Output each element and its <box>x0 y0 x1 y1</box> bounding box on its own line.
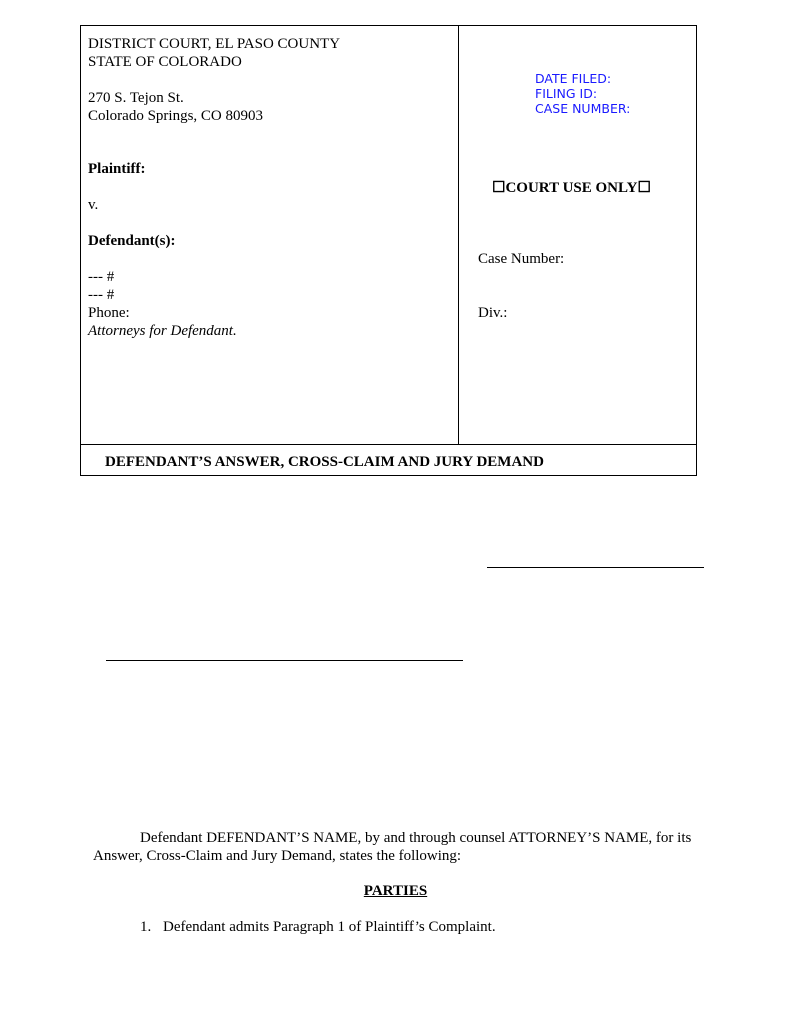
caption-parties-cell <box>81 26 459 444</box>
attorney-registration-1: --- # <box>88 269 115 285</box>
division-label: Div.: <box>478 305 508 321</box>
case-caption-table <box>80 25 697 476</box>
court-name: DISTRICT COURT, EL PASO COUNTY <box>88 36 341 52</box>
efiling-case-number: CASE NUMBER: <box>535 101 631 116</box>
section-heading-parties: PARTIES <box>363 883 428 899</box>
document-title-row <box>81 444 696 476</box>
list-item-number: 1. <box>140 919 152 935</box>
plaintiff-label: Plaintiff: <box>88 161 146 177</box>
list-item-text: Defendant admits Paragraph 1 of Plaintiff’s Complaint. <box>163 919 496 935</box>
signature-line-right <box>487 567 704 568</box>
attorney-registration-2: --- # <box>88 287 115 303</box>
court-state: STATE OF COLORADO <box>88 54 242 70</box>
section-heading-wrap <box>0 882 791 900</box>
intro-paragraph: Defendant DEFENDANT’S NAME, by and through counsel ATTORNEY’S NAME, for its Answer, Cross-Claim and Jury Demand, states the following: <box>93 830 692 864</box>
attorneys-for-defendant: Attorneys for Defendant. <box>88 323 237 339</box>
versus-text: v. <box>88 197 99 213</box>
efiling-date-filed: DATE FILED: <box>535 71 612 86</box>
defendant-label: Defendant(s): <box>88 233 176 249</box>
efiling-filing-id: FILING ID: <box>535 86 598 101</box>
phone-label: Phone: <box>88 305 130 321</box>
caption-court-use-cell <box>460 26 696 444</box>
signature-line-left <box>106 660 463 661</box>
court-address-street: 270 S. Tejon St. <box>88 90 184 106</box>
court-address-city: Colorado Springs, CO 80903 <box>88 108 264 124</box>
court-use-only-label: ☐COURT USE ONLY☐ <box>492 180 651 196</box>
document-title: DEFENDANT’S ANSWER, CROSS-CLAIM AND JURY DEMAND <box>105 454 544 470</box>
case-number-label: Case Number: <box>478 251 565 267</box>
